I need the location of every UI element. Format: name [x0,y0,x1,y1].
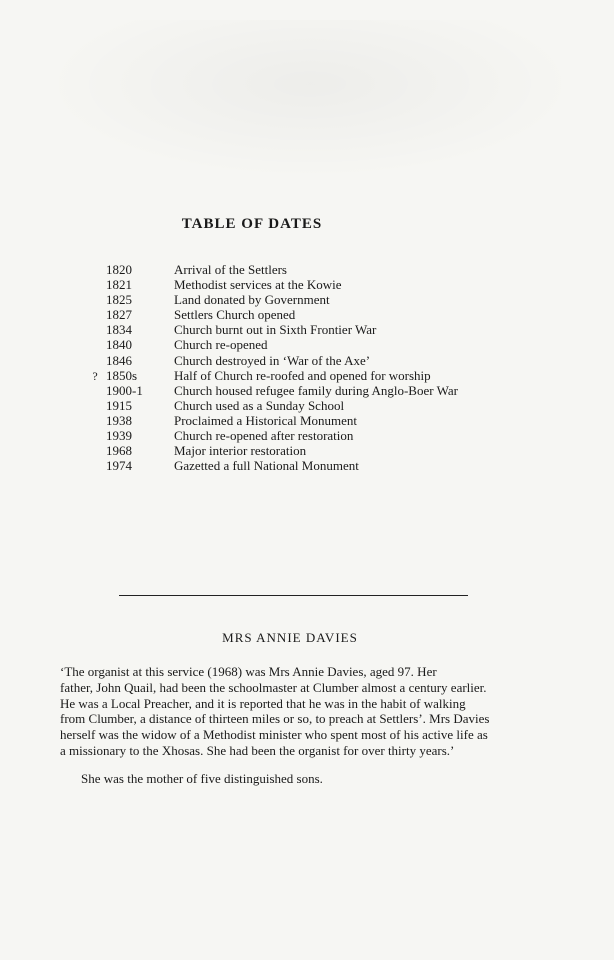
date-year: 1846 [106,352,132,368]
date-row [86,428,458,443]
page-title: TABLE OF DATES [181,216,323,232]
date-row [86,337,458,352]
date-event: Church re-opened [174,337,268,353]
date-year: 1900-1 [106,382,143,398]
date-event: Church used as a Sunday School [174,397,345,413]
closing-paragraph: She was the mother of five distinguished sons. [81,771,323,786]
paragraph-line: a missionary to the Xhosas. She had been the organist for over thirty years.’ [60,742,455,758]
date-year: 1834 [106,322,132,338]
date-event: Methodist services at the Kowie [174,277,342,293]
date-row [86,307,458,322]
date-row [86,277,458,292]
quote-paragraph [60,664,546,759]
date-year: 1850s [106,367,138,383]
uncertain-date-marker: ? [92,368,98,383]
date-event: Church burnt out in Sixth Frontier War [174,322,377,338]
scan-shadow [40,20,580,180]
date-row [86,398,458,413]
date-row [86,383,458,398]
date-row [86,353,458,368]
date-year: 1840 [106,337,132,353]
date-event: Church destroyed in ‘War of the Axe’ [174,352,371,368]
paragraph-line: from Clumber, a distance of thirteen miles or so, to preach at Settlers’. Mrs Davies [60,711,490,727]
date-year: 1915 [106,397,132,413]
paragraph-line: He was a Local Preacher, and it is reported that he was in the habit of walking [60,695,466,711]
date-event: Church re-opened after restoration [174,428,354,444]
date-event: Land donated by Government [174,292,330,308]
date-event: Arrival of the Settlers [174,262,287,277]
paragraph-line: ‘The organist at this service (1968) was Mrs Annie Davies, aged 97. Her [60,664,437,679]
date-event: Settlers Church opened [174,307,296,323]
paragraph-line: herself was the widow of a Methodist minister who spent most of his active life as [60,727,488,743]
date-row [86,292,458,307]
date-year: 1939 [106,428,132,444]
date-year: 1827 [106,307,132,323]
date-event: Church housed refugee family during Anglo-Boer War [174,382,458,398]
date-year: 1974 [106,458,132,474]
date-event: Proclaimed a Historical Monument [174,412,358,428]
date-year: 1968 [106,443,132,459]
section-title: MRS ANNIE DAVIES [222,630,358,645]
date-row [86,458,458,473]
date-row [86,413,458,428]
paragraph-line: father, John Quail, had been the schoolmaster at Clumber almost a century earlier. [60,679,487,695]
dates-table [86,262,458,473]
date-year: 1821 [106,277,132,293]
date-row [86,443,458,458]
date-event: Gazetted a full National Monument [174,458,359,474]
date-row [86,322,458,337]
date-year: 1938 [106,412,132,428]
date-row [86,368,458,383]
date-event: Major interior restoration [174,443,307,459]
date-year: 1825 [106,292,132,308]
date-event: Half of Church re-roofed and opened for worship [174,367,431,383]
date-row [86,262,458,277]
section-divider [119,595,468,596]
date-year: 1820 [106,262,132,277]
